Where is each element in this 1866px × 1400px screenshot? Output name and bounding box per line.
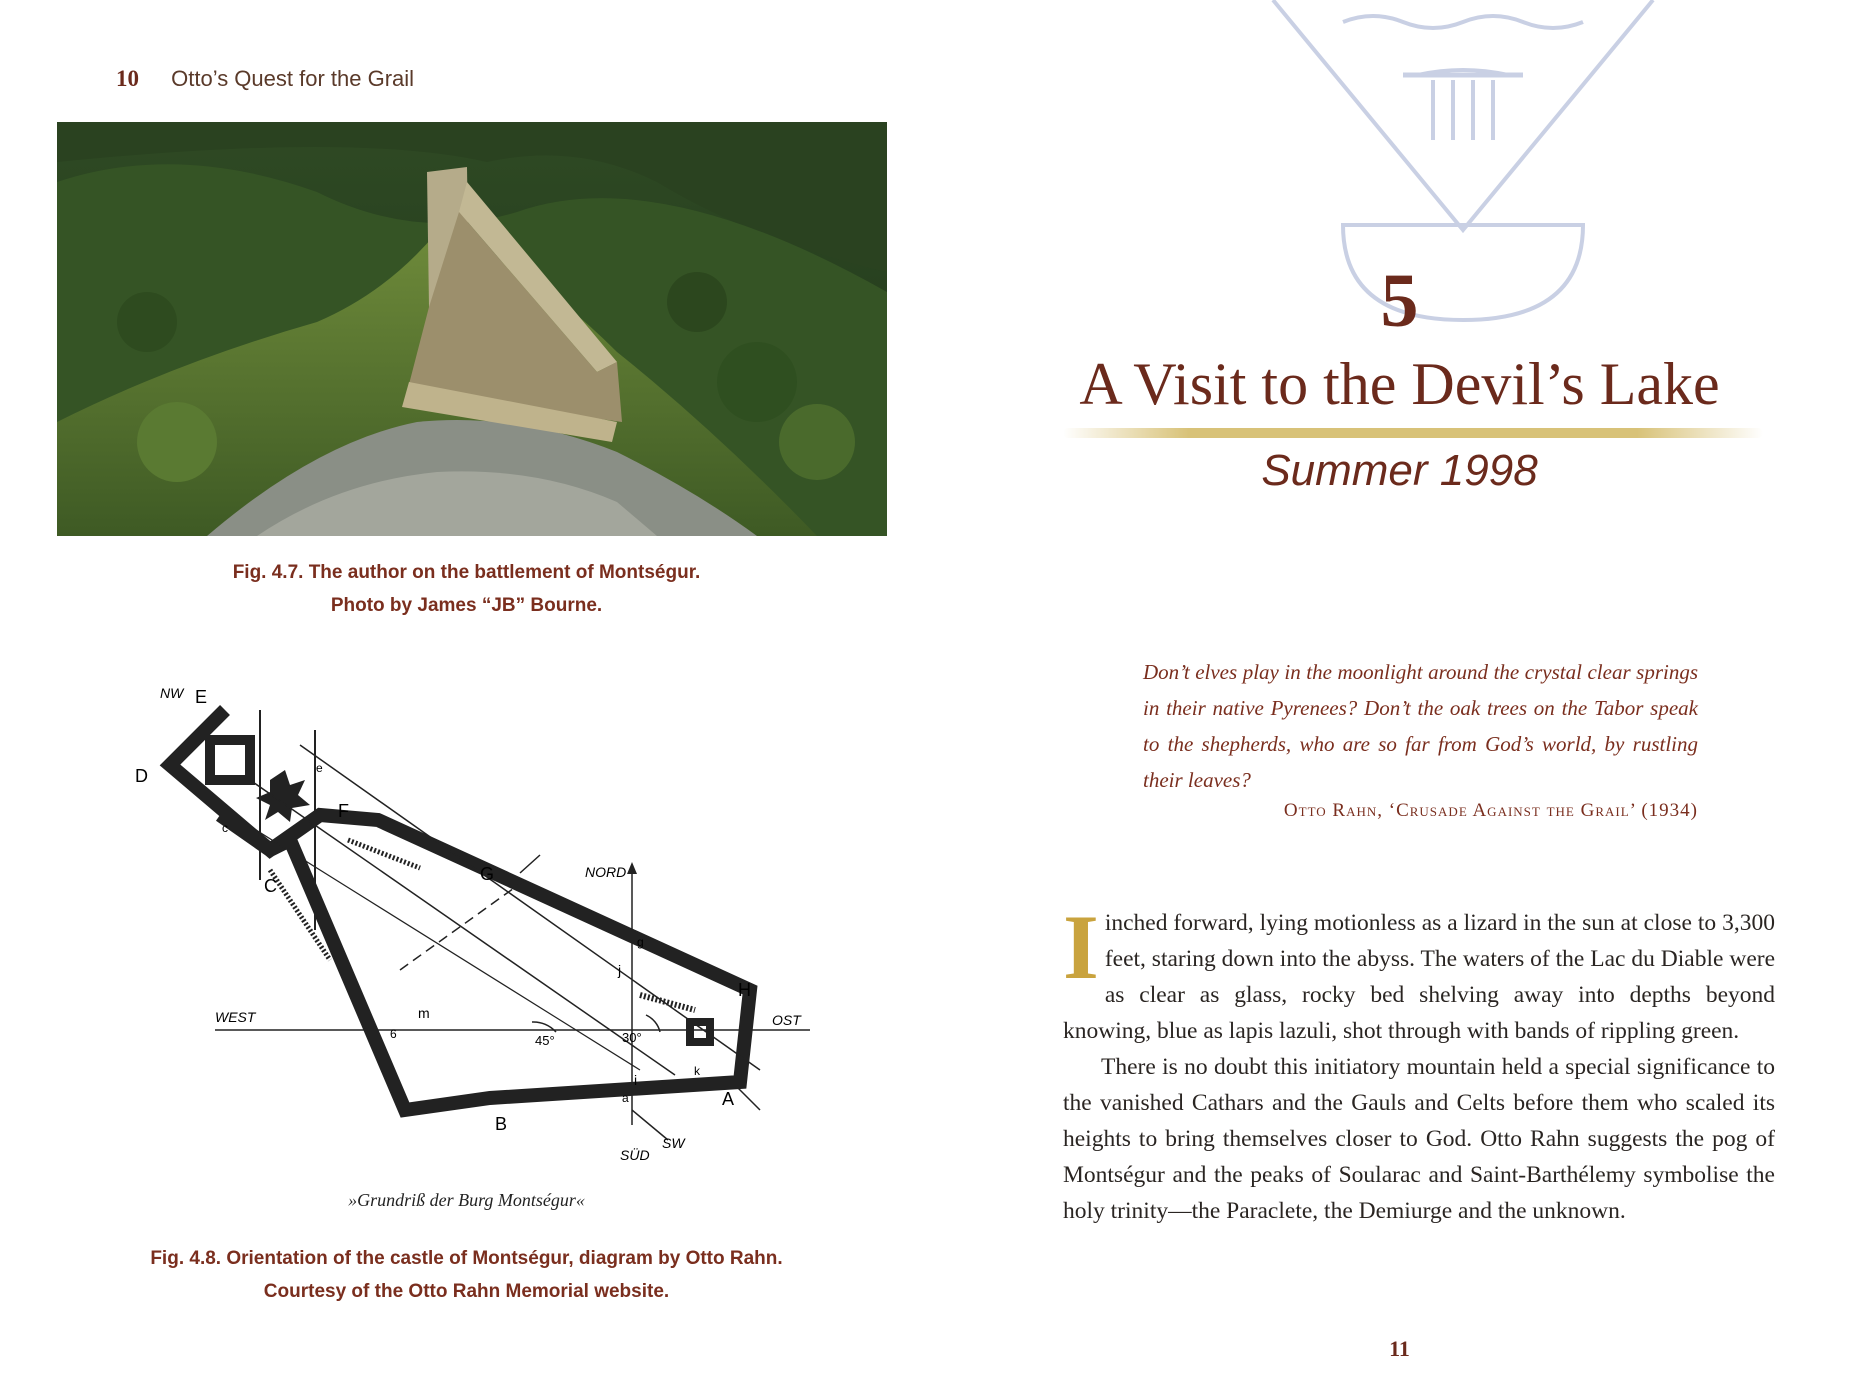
running-head [116, 66, 414, 92]
right-page [933, 0, 1866, 1400]
running-title: Otto’s Quest for the Grail [171, 66, 415, 91]
body-paragraph-2: There is no doubt this initiatory mountain held a special significance to the vanished Cathars and the Gauls and Celts before them who scaled its heights to bring themselves closer to God. Otto Rahn suggests the pog of Montségur and the peaks of Soularac and Saint-Barthélemy symbolise the holy trinity—the Paraclete, the Demiurge and the unknown. [1063, 1054, 1775, 1224]
keep-room [210, 740, 250, 780]
page-number-left: 10 [116, 66, 139, 91]
label-e-small: e [316, 761, 323, 775]
chapter-number: 5 [1380, 259, 1419, 343]
label-angle-30: 30° [622, 1030, 642, 1045]
page-number-right: 11 [1389, 1336, 1410, 1361]
label-nord: NORD [585, 864, 627, 880]
epigraph-text: Don’t elves play in the moonlight around the crystal clear springs in their native Pyrenees? Don’t the oak trees on the Tabor speak to the shepherds, who are so far from God’s world, by rustling their leaves? [1143, 660, 1698, 792]
dashed-line [400, 878, 528, 970]
diagram-title: »Grundriß der Burg Montségur« [348, 1190, 585, 1210]
north-arrow-icon [627, 862, 637, 874]
diagonal-line-3 [240, 820, 640, 1070]
g-tick [520, 855, 540, 873]
label-f: F [338, 801, 349, 821]
label-b: B [495, 1114, 508, 1134]
label-k: k [694, 1064, 700, 1078]
body-paragraph-1-text: inched forward, lying motionless as a lizard in the sun at close to 3,300 feet, staring down into the abyss. The waters of the Lac du Diable were as clear as glass, rocky bed shelving away into depths beyond knowing, blue as lapis lazuli, shot through with bands of rippling green. [1063, 910, 1775, 1044]
castle-wall [170, 710, 750, 1110]
label-d: D [135, 766, 148, 786]
label-sw: SW [662, 1135, 685, 1151]
label-g: G [480, 864, 495, 884]
label-c: C [264, 876, 277, 896]
fig-caption-1-line-2: Photo by James “JB” Bourne. [330, 595, 603, 616]
label-ost: OST [772, 1012, 801, 1028]
label-a: A [722, 1089, 735, 1109]
montsegur-photo-image [57, 122, 887, 536]
hatch-north-wall [348, 840, 420, 868]
label-c-small: c [222, 821, 228, 835]
chapter-subtitle: Summer 1998 [1261, 446, 1538, 495]
fig-caption-2-line-2: Courtesy of the Otto Rahn Memorial website. [263, 1281, 670, 1302]
label-j: j [618, 962, 622, 978]
gold-rule [1063, 428, 1763, 438]
montsegur-plan-diagram [120, 670, 840, 1210]
body-text [1063, 896, 1775, 1229]
label-nw: NW [160, 685, 184, 701]
drop-cap: I [1063, 896, 1099, 998]
montsegur-photo [57, 122, 887, 536]
chapter-title: A Visit to the Devil’s Lake [1079, 351, 1720, 417]
fig-caption-1 [0, 556, 933, 622]
label-i: i [634, 1072, 638, 1088]
label-h: H [738, 980, 751, 1000]
label-a-small: a [622, 1091, 629, 1105]
fig-caption-2 [0, 1242, 933, 1308]
label-sud: SÜD [620, 1147, 650, 1163]
body-paragraph-1 [1063, 896, 1775, 1049]
fig-caption-2-line-1: Fig. 4.8. Orientation of the castle of Montségur, diagram by Otto Rahn. [150, 1248, 783, 1269]
label-angle-45: 45° [535, 1033, 555, 1048]
hatch-east-wall [640, 995, 695, 1010]
label-e: E [195, 687, 208, 707]
fig-caption-1-line-1: Fig. 4.7. The author on the battlement of Montségur. [232, 562, 701, 583]
epigraph-attribution: Otto Rahn, ‘Crusade Against the Grail’ (1934) [1283, 800, 1698, 821]
label-west: WEST [215, 1009, 256, 1025]
label-m: m [418, 1005, 430, 1021]
label-g-small: g [637, 935, 644, 949]
label-6: 6 [390, 1027, 397, 1041]
star-mark [256, 770, 310, 822]
